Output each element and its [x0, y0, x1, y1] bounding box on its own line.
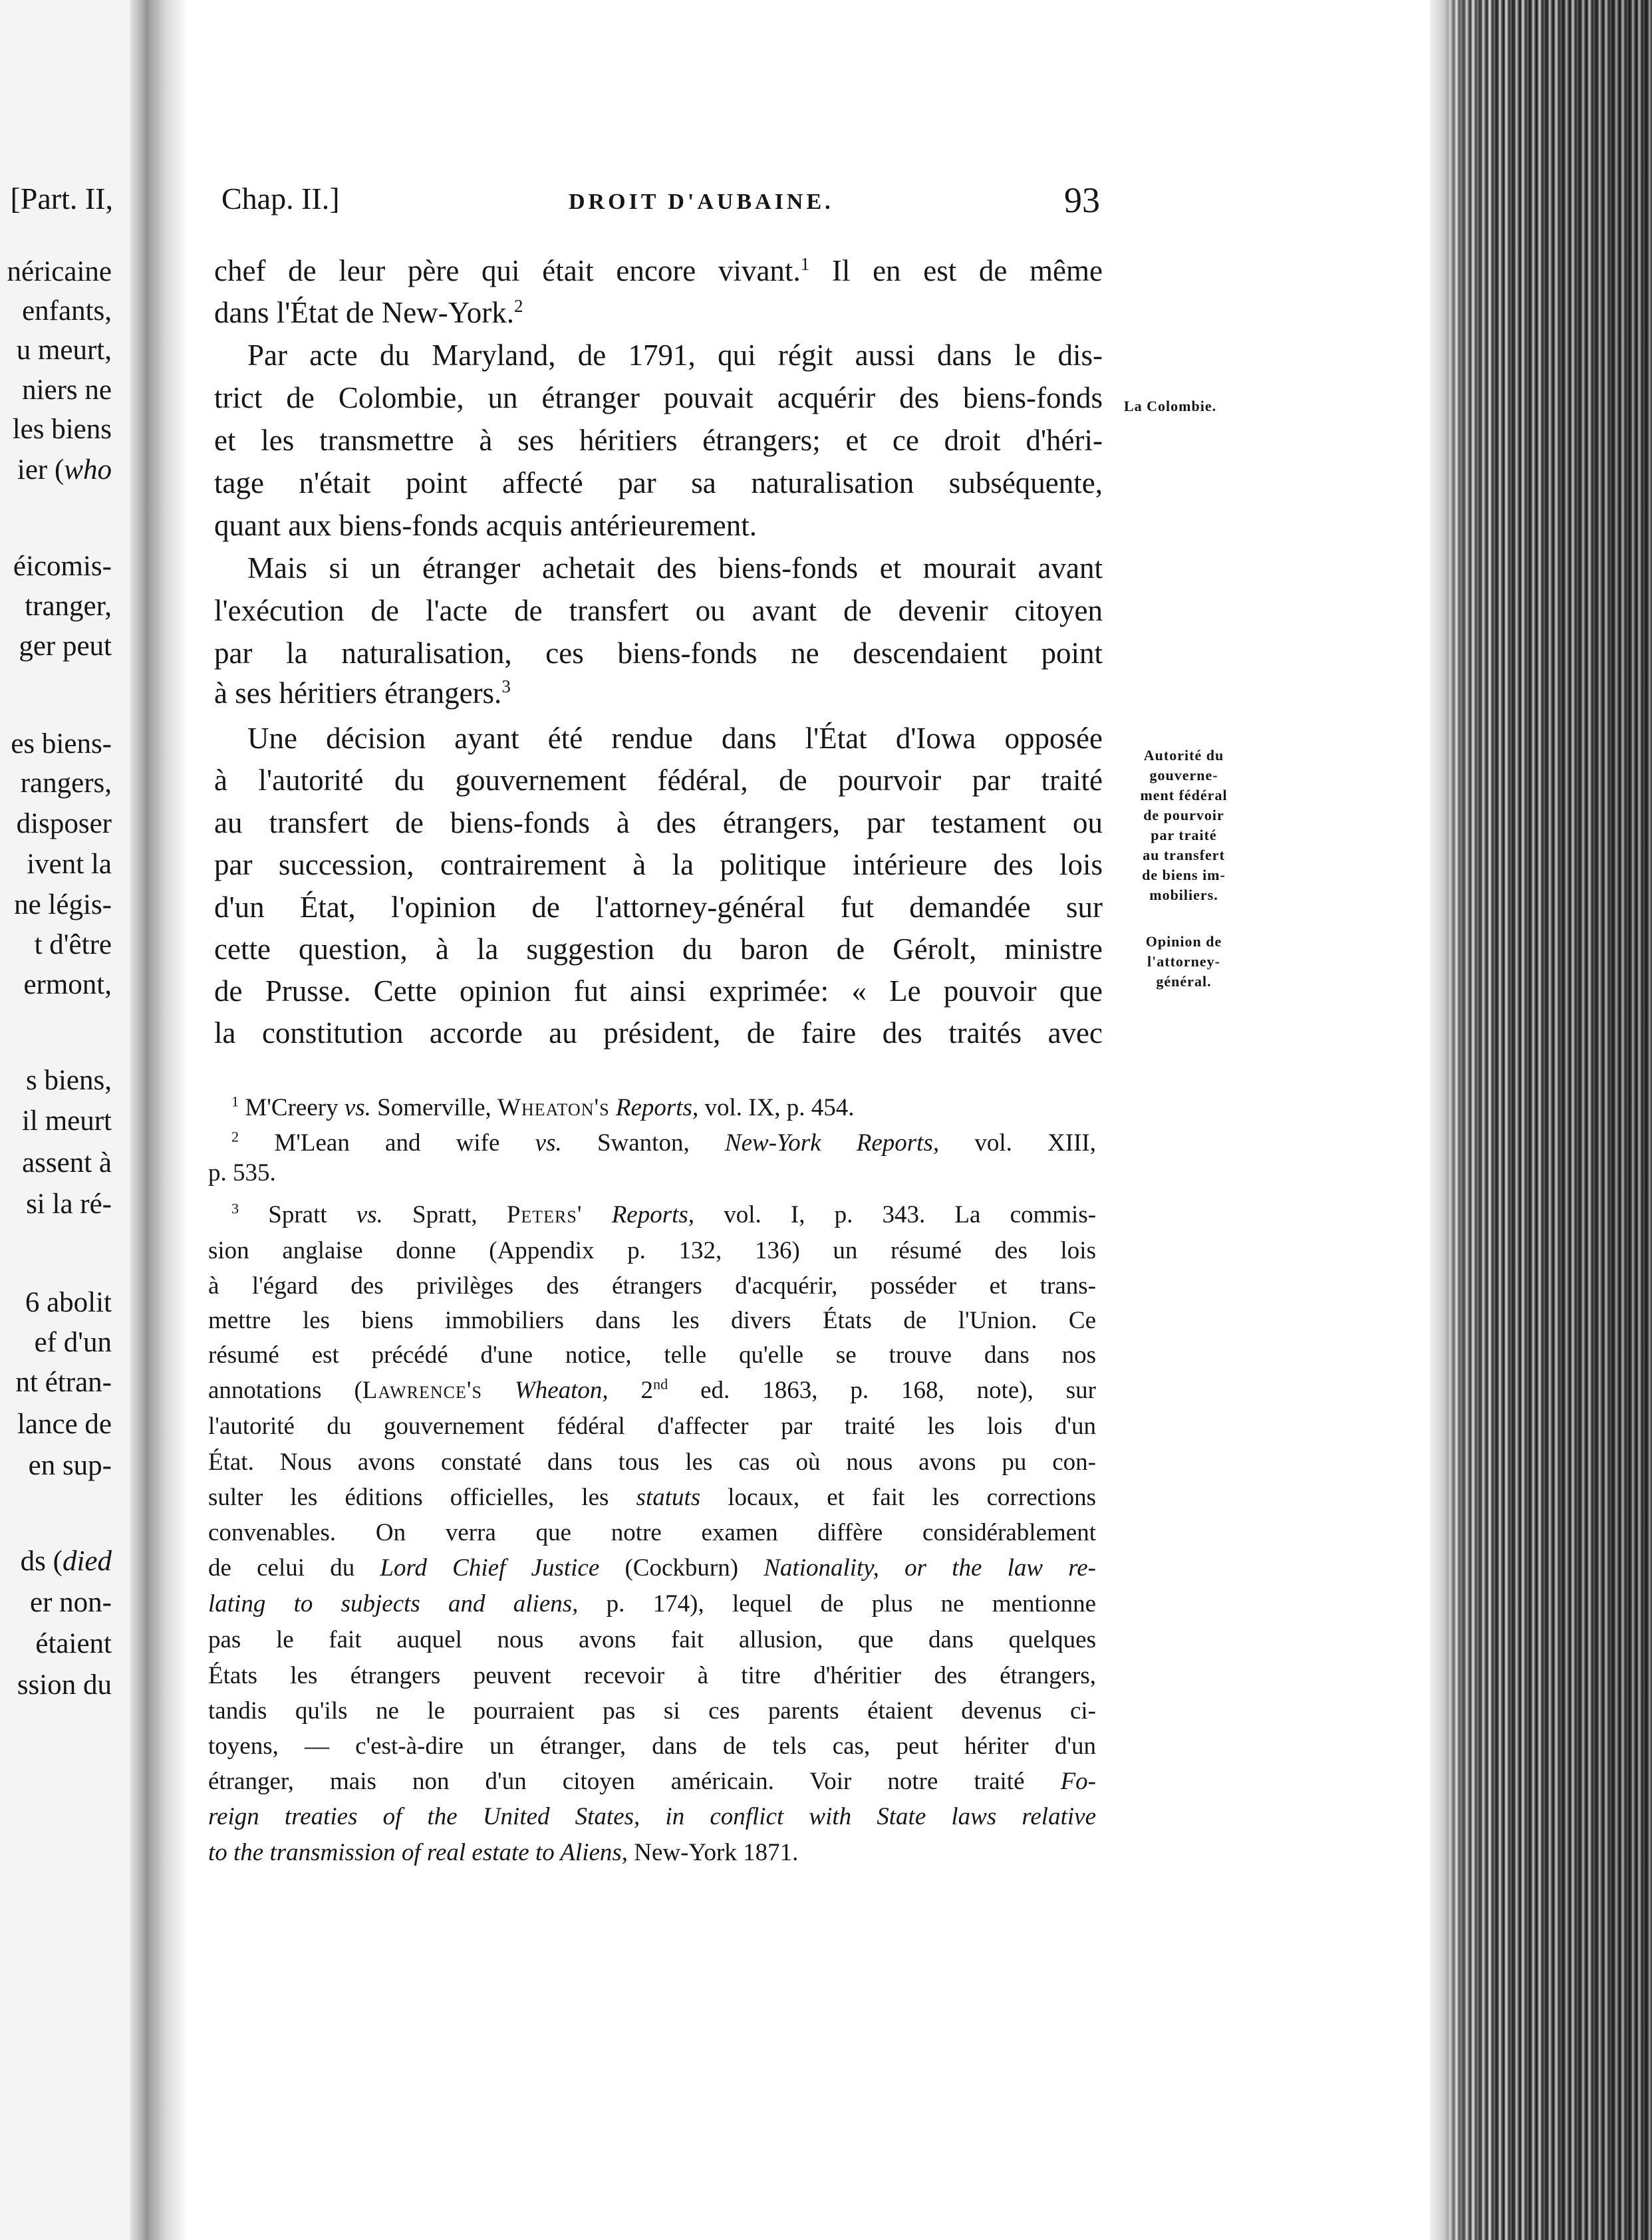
footnote-line: pas le fait auquel nous avons fait allusion, que dans quelques	[208, 1626, 1096, 1653]
footnote-3: $^3$ Spratt vs. Spratt, Peters' Reports, vol. I, p. 343. La commis-	[231, 1200, 1097, 1228]
body-line: quant aux biens-fonds acquis antérieurement.	[214, 509, 757, 542]
left-line: es biens-	[11, 728, 112, 760]
footnote-line: de celui du Lord Chief Justice (Cockburn) Nationality, or the law re-	[208, 1554, 1097, 1582]
footnote-line: sion anglaise donne (Appendix p. 132, 136) un résumé des lois	[208, 1237, 1096, 1264]
book-gutter	[148, 0, 188, 2240]
left-line: néricaine	[7, 256, 112, 287]
footnote-line: to the transmission of real estate to Aliens, New-York 1871.	[208, 1839, 799, 1866]
left-line: lance de	[17, 1409, 112, 1440]
footnote-2-cont: p. 535.	[208, 1159, 276, 1187]
left-line: disposer	[16, 808, 112, 839]
left-line: nt étran-	[15, 1367, 112, 1398]
footnote-line: États les étrangers peuvent recevoir à titre d'héritier des étrangers,	[208, 1662, 1096, 1689]
previous-page-strip	[0, 0, 148, 2240]
page-edge-shadow	[130, 0, 148, 2240]
footnote-line: l'autorité du gouvernement fédéral d'affecter par traité les lois d'un	[208, 1413, 1096, 1440]
left-line: il meurt	[22, 1105, 112, 1137]
left-line: t d'être	[34, 929, 112, 960]
left-line: étaient	[35, 1628, 112, 1659]
left-line: ermont,	[23, 969, 112, 1000]
left-line: ier (who	[17, 454, 112, 486]
body-line: tage n'était point affecté par sa naturalisation subséquente,	[214, 466, 1103, 499]
footnote-line: annotations (Lawrence's Wheaton, 2nd ed. 1863, p. 168, note), sur	[208, 1375, 1096, 1404]
left-line: rangers,	[20, 768, 112, 799]
footnote-ref: 2	[513, 295, 523, 316]
footnote-line: convenables. On verra que notre examen diffère considérablement	[208, 1519, 1096, 1546]
footnote-line: tandis qu'ils ne le pourraient pas si ces parents étaient devenus ci-	[208, 1697, 1096, 1725]
body-line: Mais si un étranger achetait des biens-fonds et mourait avant	[247, 551, 1103, 585]
left-line: tranger,	[25, 591, 112, 622]
left-line: si la ré-	[26, 1189, 112, 1220]
footnote-line: sulter les éditions officielles, les statuts locaux, et fait les corrections	[208, 1484, 1096, 1511]
left-line: niers ne	[22, 374, 112, 406]
body-line: à l'autorité du gouvernement fédéral, de pourvoir par traité	[214, 764, 1103, 797]
page-title: DROIT D'AUBAINE.	[569, 190, 834, 214]
footnote-1: $^1$ M'Creery vs. Somerville, Wheaton's Reports, vol. IX, p. 454.	[231, 1093, 855, 1121]
body-line: à ses héritiers étrangers.$^3$	[214, 676, 511, 710]
left-line: ivent la	[27, 849, 112, 880]
body-line: et les transmettre à ses héritiers étrangers; et ce droit d'héri-	[214, 424, 1103, 457]
footnote-line: à l'égard des privilèges des étrangers d'acquérir, posséder et trans-	[208, 1272, 1096, 1300]
body-line: cette question, à la suggestion du baron de Gérolt, ministre	[214, 932, 1103, 966]
footnote-line: reign treaties of the United States, in conflict with State laws relative	[208, 1803, 1096, 1830]
left-line: ssion du	[17, 1669, 112, 1701]
footnote-line: résumé est précédé d'une notice, telle qu'elle se trouve dans nos	[208, 1341, 1096, 1369]
left-line: les biens	[12, 414, 112, 445]
left-line: ger peut	[19, 630, 112, 662]
body-line: la constitution accorde au président, de faire des traités avec	[214, 1016, 1103, 1050]
body-line: de Prusse. Cette opinion fut ainsi exprimée: « Le pouvoir que	[214, 974, 1103, 1008]
body-line: par la naturalisation, ces biens-fonds ne descendaient point	[214, 636, 1103, 670]
body-line: d'un État, l'opinion de l'attorney-général fut demandée sur	[214, 891, 1103, 924]
book-page-edges	[1430, 0, 1652, 2240]
left-line: en sup-	[28, 1450, 112, 1481]
left-line: 6 abolit	[25, 1287, 112, 1318]
footnote-2: $^2$ M'Lean and wife vs. Swanton, New-York Reports, vol. XIII,	[231, 1128, 1096, 1157]
body-line: dans l'État de New-York.$^2$	[214, 295, 523, 329]
footnote-line: mettre les biens immobiliers dans les divers États de l'Union. Ce	[208, 1307, 1096, 1334]
footnote-line: toyens, — c'est-à-dire un étranger, dans de tels cas, peut hériter d'un	[208, 1733, 1096, 1760]
body-line: l'exécution de l'acte de transfert ou avant de devenir citoyen	[214, 594, 1103, 627]
footnote-ref: 3	[501, 676, 511, 696]
body-line: Par acte du Maryland, de 1791, qui régit aussi dans le dis-	[247, 339, 1103, 372]
left-line: ne légis-	[14, 889, 112, 920]
margin-note-colombie: La Colombie.	[1124, 398, 1217, 414]
body-line: au transfert de biens-fonds à des étrangers, par testament ou	[214, 806, 1103, 839]
left-line: er non-	[30, 1587, 112, 1618]
footnote-line: État. Nous avons constaté dans tous les cas où nous avons pu con-	[208, 1449, 1096, 1476]
left-line: assent à	[22, 1147, 112, 1179]
left-line: s biens,	[26, 1065, 112, 1096]
left-line: ef d'un	[34, 1327, 112, 1358]
body-line: par succession, contrairement à la politique intérieure des lois	[214, 848, 1103, 881]
footnote-ref: 1	[800, 253, 810, 274]
footnote-line: lating to subjects and aliens, p. 174), lequel de plus ne mentionne	[208, 1590, 1097, 1617]
body-line: Une décision ayant été rendue dans l'État d'Iowa opposée	[247, 722, 1103, 755]
page-number: 93	[1064, 180, 1100, 220]
left-line: éicomis-	[13, 551, 112, 582]
left-line: enfants,	[22, 295, 112, 327]
chapter-label: Chap. II.]	[221, 182, 340, 215]
body-line: trict de Colombie, un étranger pouvait acquérir des biens-fonds	[214, 381, 1103, 414]
footnote-line: étranger, mais non d'un citoyen américain. Voir notre traité Fo-	[208, 1768, 1097, 1795]
left-line: u meurt,	[16, 335, 112, 366]
body-line: chef de leur père qui était encore vivant.$^1$ Il en est de même	[214, 253, 1103, 287]
left-line: ds (died	[20, 1546, 112, 1577]
left-running-head: [Part. II,	[10, 182, 113, 215]
